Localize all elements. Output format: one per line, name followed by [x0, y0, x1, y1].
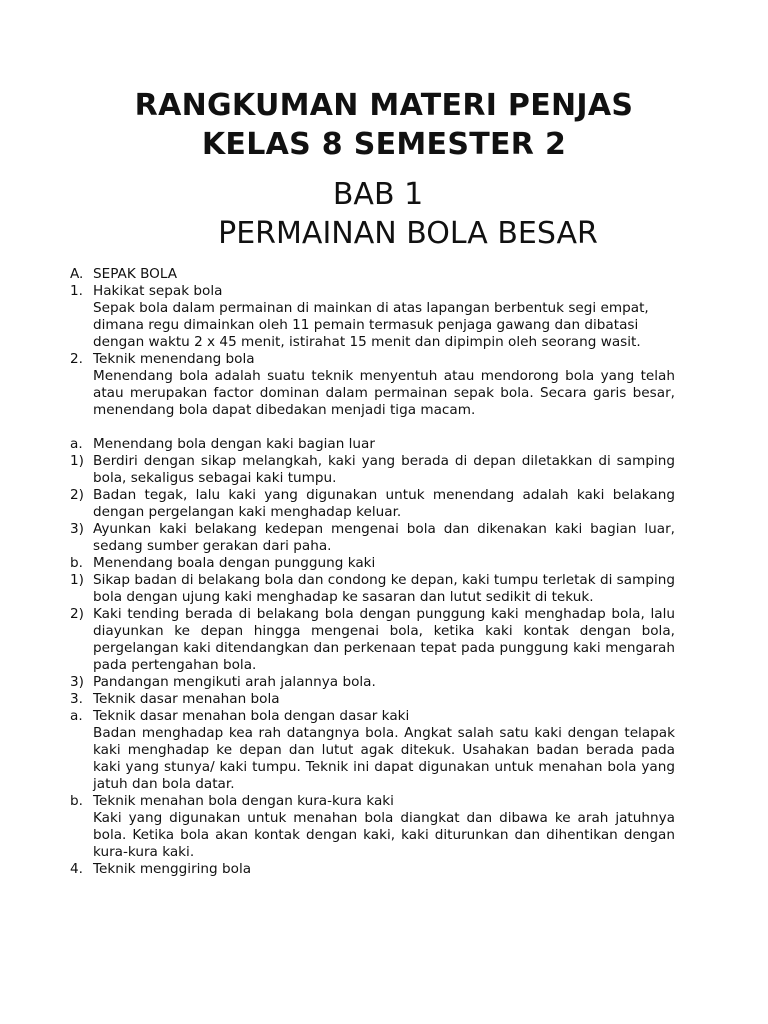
- step-item: [70, 572, 675, 606]
- chapter-number: BAB 1: [332, 177, 424, 212]
- paragraph: Kaki yang digunakan untuk menahan bola diangkat dan dibawa ke arah jatuhnya bola. Ketika bola akan kontak dengan kaki, kaki diturunkan dan dihentikan dengan kura-kura kaki.: [93, 810, 675, 860]
- list-marker: 3): [70, 674, 84, 690]
- step-text: Sikap badan di belakang bola dan condong ke depan, kaki tumpu terletak di samping bola dengan ujung kaki menghadap ke sasaran dan lutut sedikit di tekuk.: [93, 572, 675, 605]
- subsection-b: [70, 555, 675, 572]
- list-marker: 2): [70, 487, 84, 503]
- list-marker: a.: [70, 436, 83, 452]
- document-title-line1: RANGKUMAN MATERI PENJAS: [134, 88, 634, 123]
- list-marker: 1): [70, 453, 84, 469]
- list-marker: a.: [70, 708, 83, 724]
- step-item: [70, 606, 675, 674]
- subsection-a: [70, 708, 675, 725]
- list-item-4: [70, 861, 675, 878]
- item-heading: Teknik menggiring bola: [93, 861, 252, 877]
- item-heading: Hakikat sepak bola: [93, 283, 223, 299]
- list-marker: A.: [70, 266, 84, 282]
- subsection-a: [70, 436, 675, 453]
- chapter-title: PERMAINAN BOLA BESAR: [218, 216, 598, 251]
- subsection-heading: Menendang boala dengan punggung kaki: [93, 555, 376, 571]
- paragraph: Menendang bola adalah suatu teknik menyentuh atau mendorong bola yang telah atau merupakan factor dominan dalam permainan sepak bola. Secara garis besar, menendang bola dapat dibedakan menjadi tiga macam.: [93, 368, 675, 418]
- section-heading-a: [70, 266, 675, 283]
- step-text: Kaki tending berada di belakang bola dengan punggung kaki menghadap bola, lalu diayunkan ke depan hingga mengenai bola, ketika kaki kontak dengan bola, pergelangan kaki ditendangkan dan perkenaan tepat pada punggung kaki mengarah pada pertengahan bola.: [93, 606, 675, 673]
- list-item-2: [70, 351, 675, 368]
- step-text: Pandangan mengikuti arah jalannya bola.: [93, 674, 376, 690]
- step-item: [70, 453, 675, 487]
- step-text: Badan tegak, lalu kaki yang digunakan untuk menendang adalah kaki belakang dengan pergelangan kaki menghadap keluar.: [93, 487, 675, 520]
- list-marker: 2.: [70, 351, 83, 367]
- paragraph: Badan menghadap kea rah datangnya bola. Angkat salah satu kaki dengan telapak kaki menghadap ke depan dan lutut agak ditekuk. Usahakan badan berada pada kaki yang stunya/ kaki tumpu. Teknik ini dapat digunakan untuk menahan bola yang jatuh dan bola datar.: [93, 725, 675, 792]
- step-text: Berdiri dengan sikap melangkah, kaki yang berada di depan diletakkan di samping bola, sekaligus sebagai kaki tumpu.: [93, 453, 675, 486]
- list-marker: b.: [70, 793, 83, 809]
- list-item-1: [70, 283, 675, 300]
- list-marker: b.: [70, 555, 83, 571]
- item-heading: Teknik dasar menahan bola: [93, 691, 280, 707]
- list-marker: 1.: [70, 283, 83, 299]
- step-item: [70, 521, 675, 555]
- subsection-heading: Menendang bola dengan kaki bagian luar: [93, 436, 375, 452]
- document-body: [70, 266, 675, 878]
- subsection-heading: Teknik menahan bola dengan kura-kura kaki: [93, 793, 394, 809]
- document-title-line2: KELAS 8 SEMESTER 2: [201, 127, 567, 162]
- list-item-3: [70, 691, 675, 708]
- paragraph: Sepak bola dalam permainan di mainkan di atas lapangan berbentuk segi empat, dimana regu dimainkan oleh 11 pemain termasuk penjaga gawang dan dibatasi dengan waktu 2 x 45 menit, istirahat 15 menit dan dipimpin oleh seorang wasit.: [93, 300, 649, 350]
- section-heading-text: SEPAK BOLA: [93, 266, 178, 282]
- list-marker: 4.: [70, 861, 83, 877]
- list-marker: 3): [70, 521, 84, 537]
- subsection-heading: Teknik dasar menahan bola dengan dasar kaki: [93, 708, 410, 724]
- list-marker: 1): [70, 572, 84, 588]
- step-item: [70, 674, 675, 691]
- step-item: [70, 487, 675, 521]
- item-heading: Teknik menendang bola: [93, 351, 255, 367]
- spacer: [70, 419, 675, 436]
- list-marker: 2): [70, 606, 84, 622]
- list-marker: 3.: [70, 691, 83, 707]
- subsection-b: [70, 793, 675, 810]
- step-text: Ayunkan kaki belakang kedepan mengenai bola dan dikenakan kaki bagian luar, sedang sumber gerakan dari paha.: [93, 521, 675, 554]
